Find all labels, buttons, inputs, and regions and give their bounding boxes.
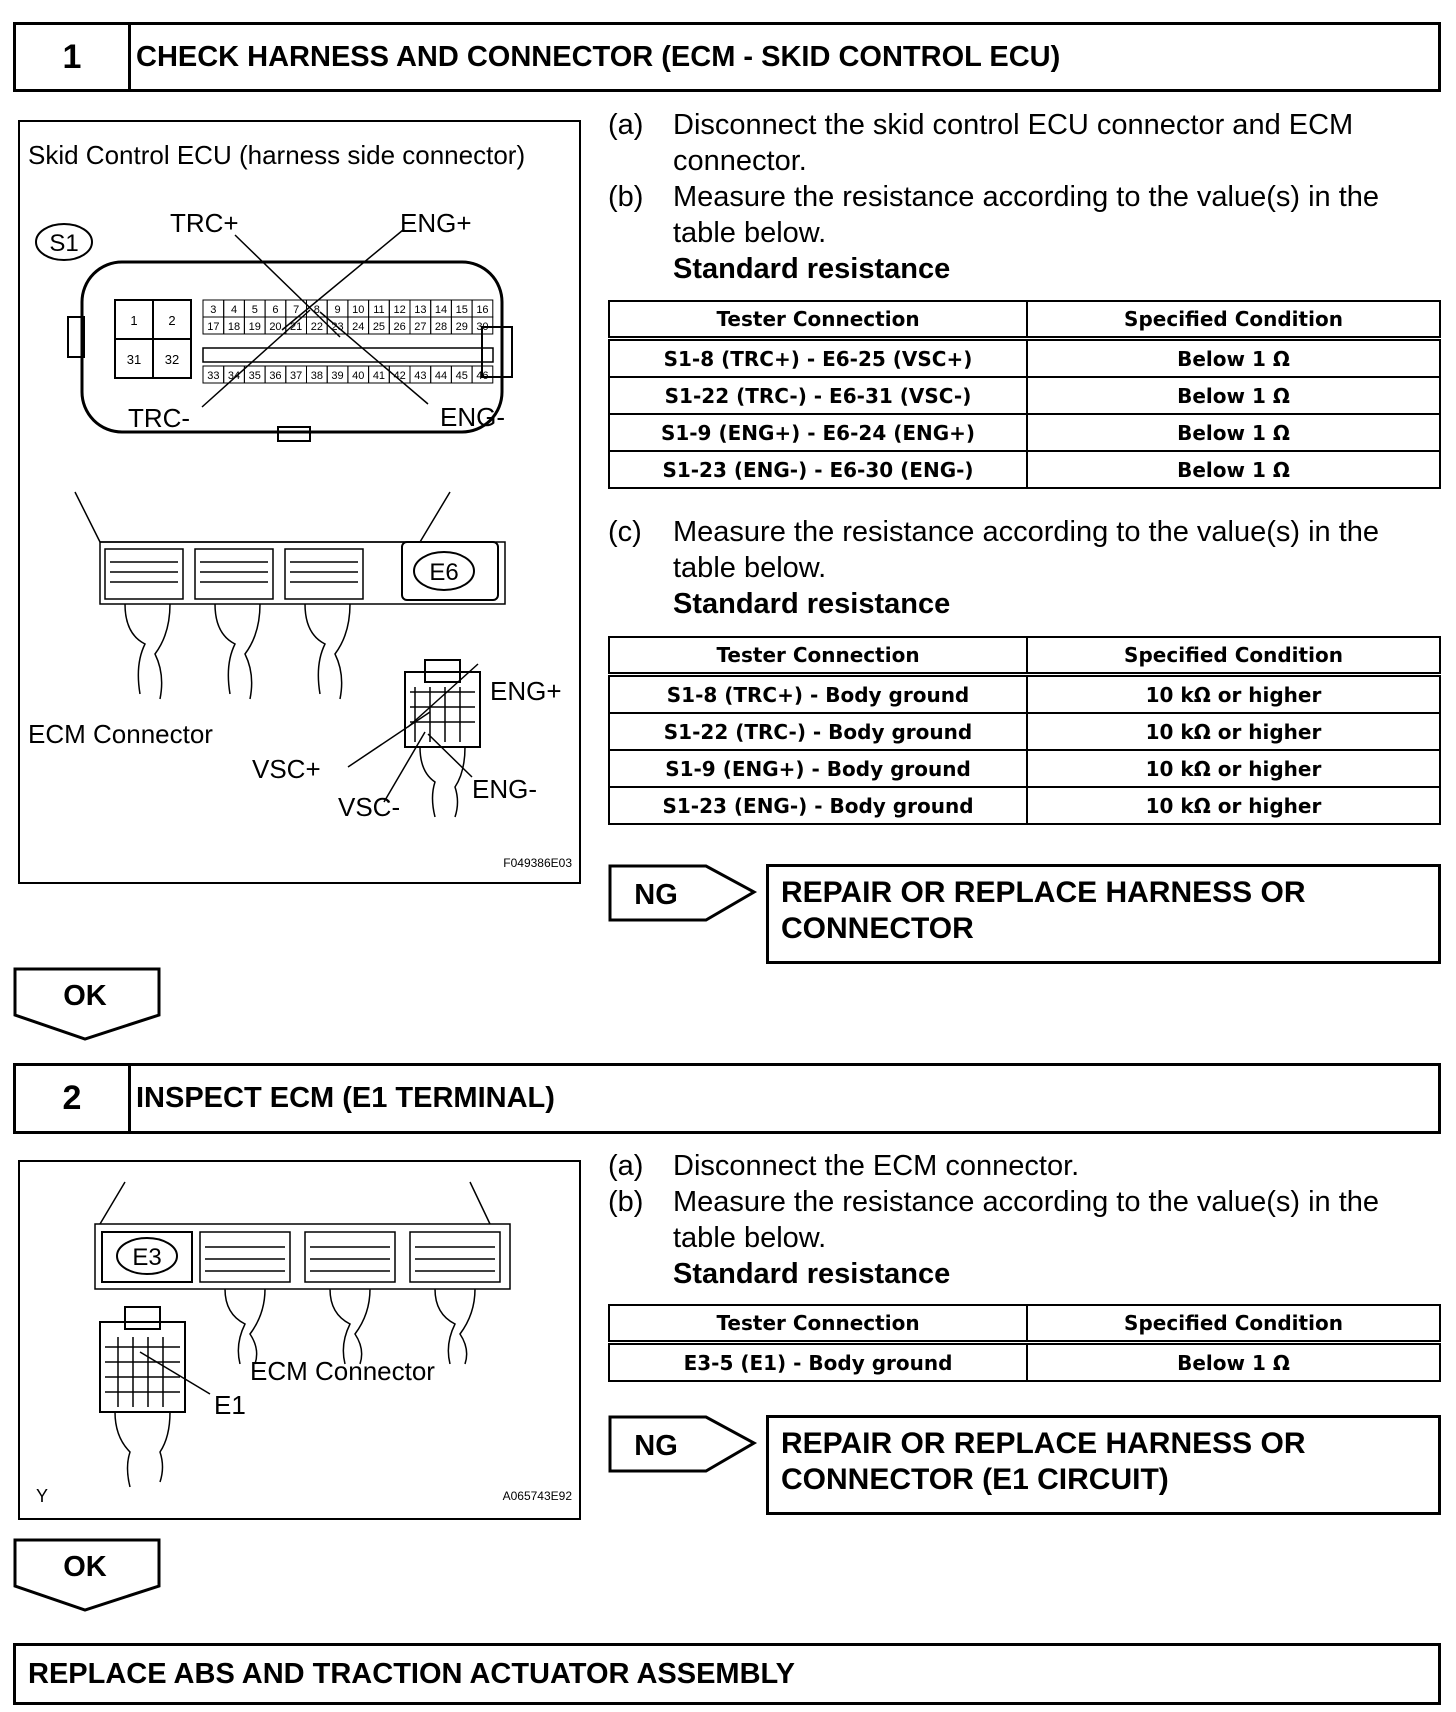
pin-label: 6: [272, 304, 279, 316]
pin-label: 36: [269, 370, 282, 382]
pin-label: 39: [331, 370, 344, 382]
ecm-connector-e3-drawing: [95, 1182, 510, 1487]
table-row: S1-22 (TRC-) - Body ground 10 kΩ or higher: [609, 713, 1440, 750]
figure-1-caption: Skid Control ECU (harness side connector): [28, 140, 526, 170]
svg-text:NG: NG: [634, 879, 678, 911]
standard-resistance-heading: Standard resistance: [673, 1258, 951, 1290]
step-1c: (c) Measure the resistance according to the value(s) in the table below.: [608, 516, 1380, 584]
svg-text:31: 31: [126, 352, 142, 367]
label-trc-minus: TRC-: [128, 403, 191, 433]
ok-arrow-2[interactable]: [13, 1538, 163, 1614]
ecm-connector-label-2: ECM Connector: [250, 1356, 435, 1386]
pin-label: 28: [434, 321, 448, 333]
svg-text:32: 32: [164, 352, 180, 367]
section-2-number: 2: [16, 1066, 131, 1131]
pin-label: 45: [455, 370, 468, 382]
svg-text:1: 1: [130, 313, 138, 328]
table-header: Tester Connection Specified Condition: [609, 1305, 1440, 1343]
pin-label: 34: [227, 370, 241, 382]
pin-label: 18: [227, 321, 241, 333]
pin-label: 41: [372, 370, 386, 382]
pin-label: 4: [230, 304, 238, 316]
s1-label: S1: [49, 230, 79, 257]
pin-label: 35: [248, 370, 261, 382]
e3-label: E3: [132, 1244, 162, 1271]
step-1a: (a) Disconnect the skid control ECU connector and ECM connector.: [608, 109, 1354, 177]
pin-label: 24: [352, 321, 365, 333]
pin-label: 30: [476, 321, 489, 333]
e1-label: E1: [214, 1390, 246, 1420]
table-header: Tester Connection Specified Condition: [609, 637, 1440, 675]
svg-text:OK: OK: [63, 1551, 107, 1583]
section-1-number: 1: [16, 25, 131, 89]
figure-2-id: A065743E92: [502, 1489, 572, 1503]
pin-label: 9: [334, 304, 341, 316]
pin-label: 22: [310, 321, 323, 333]
pin-label: 43: [414, 370, 427, 382]
table-1: [608, 300, 1441, 489]
pin-label: 16: [476, 304, 489, 316]
ecm-connector-label: ECM Connector: [28, 719, 213, 749]
table-row: S1-9 (ENG+) - Body ground 10 kΩ or higher: [609, 750, 1440, 787]
figure-1-drawing: [20, 122, 583, 886]
svg-text:OK: OK: [63, 980, 107, 1012]
ng-action-2: REPAIR OR REPLACE HARNESS OR CONNECTOR (E1 CIRCUIT): [766, 1415, 1441, 1515]
pin-label: 5: [251, 304, 258, 316]
section-2-header: [13, 1063, 1441, 1134]
label-trc-plus: TRC+: [170, 208, 239, 238]
label-vsc-plus: VSC+: [252, 754, 321, 784]
ng-action-1: REPAIR OR REPLACE HARNESS OR CONNECTOR: [766, 864, 1441, 964]
standard-resistance-heading: Standard resistance: [673, 253, 951, 285]
pin-label: 38: [310, 370, 323, 382]
figure-2-corner-y: Y: [36, 1486, 49, 1506]
final-action: REPLACE ABS AND TRACTION ACTUATOR ASSEMBLY: [13, 1643, 1441, 1705]
ng-arrow-1[interactable]: [608, 864, 758, 924]
label-eng-plus-2: ENG+: [490, 676, 562, 706]
pin-label: 37: [290, 370, 303, 382]
figure-2-ecm: [18, 1160, 581, 1520]
svg-text:NG: NG: [634, 1430, 678, 1462]
pin-label: 42: [393, 370, 406, 382]
section-2-steps: [608, 1148, 1448, 1292]
pin-grid: [203, 300, 493, 383]
pin-label: 11: [373, 304, 385, 316]
figure-2-drawing: [20, 1162, 583, 1522]
pin-label: 44: [434, 370, 448, 382]
step-2b: (b) Measure the resistance according to the value(s) in the table below.: [608, 1186, 1380, 1254]
pin-label: 7: [293, 304, 300, 316]
ok-arrow-1[interactable]: [13, 967, 163, 1043]
pin-label: 29: [455, 321, 468, 333]
table-row: E3-5 (E1) - Body ground Below 1 Ω: [609, 1343, 1440, 1382]
pin-label: 27: [414, 321, 427, 333]
label-eng-plus: ENG+: [400, 208, 472, 238]
table-3: [608, 1304, 1441, 1382]
pin-label: 15: [455, 304, 468, 316]
step-1b: (b) Measure the resistance according to the value(s) in the table below.: [608, 181, 1380, 249]
pin-block-left: [115, 300, 191, 378]
section-2-title: INSPECT ECM (E1 TERMINAL): [136, 1082, 555, 1114]
pin-label: 21: [290, 321, 303, 333]
pin-label: 13: [414, 304, 427, 316]
pin-label: 23: [331, 321, 344, 333]
table-row: S1-23 (ENG-) - Body ground 10 kΩ or higher: [609, 787, 1440, 824]
step-2a: (a) Disconnect the ECM connector.: [608, 1150, 1080, 1182]
ng-arrow-2[interactable]: [608, 1415, 758, 1475]
table-header: Tester Connection Specified Condition: [609, 301, 1440, 339]
pin-label: 46: [476, 370, 489, 382]
pin-label: 12: [393, 304, 406, 316]
pin-label: 25: [372, 321, 386, 333]
label-vsc-minus: VSC-: [338, 792, 401, 822]
figure-1-skid-control-ecu: [18, 120, 581, 884]
pin-label: 19: [248, 321, 261, 333]
pin-label: 10: [352, 304, 365, 316]
table-row: S1-23 (ENG-) - E6-30 (ENG-) Below 1 Ω: [609, 451, 1440, 488]
pin-label: 20: [269, 321, 282, 333]
pin-label: 8: [313, 304, 320, 316]
pin-label: 17: [207, 321, 220, 333]
table-row: S1-9 (ENG+) - E6-24 (ENG+) Below 1 Ω: [609, 414, 1440, 451]
table-row: S1-8 (TRC+) - Body ground 10 kΩ or higher: [609, 675, 1440, 714]
pin-label: 33: [207, 370, 220, 382]
pin-label: 40: [352, 370, 365, 382]
svg-text:2: 2: [168, 313, 176, 328]
section-1-steps: [608, 107, 1448, 287]
section-1-header: [13, 22, 1441, 92]
section-1-step-c: [608, 514, 1448, 622]
pin-label: 14: [434, 304, 448, 316]
label-eng-minus: ENG-: [440, 402, 505, 432]
standard-resistance-heading: Standard resistance: [673, 588, 951, 620]
table-2: [608, 636, 1441, 825]
label-eng-minus-2: ENG-: [472, 774, 537, 804]
pin-label: 3: [210, 304, 217, 316]
e6-label: E6: [429, 559, 459, 586]
section-1-title: CHECK HARNESS AND CONNECTOR (ECM - SKID CONTROL ECU): [136, 40, 1061, 73]
figure-1-id: F049386E03: [503, 856, 572, 870]
table-row: S1-22 (TRC-) - E6-31 (VSC-) Below 1 Ω: [609, 377, 1440, 414]
pin-label: 26: [393, 321, 406, 333]
table-row: S1-8 (TRC+) - E6-25 (VSC+) Below 1 Ω: [609, 339, 1440, 378]
